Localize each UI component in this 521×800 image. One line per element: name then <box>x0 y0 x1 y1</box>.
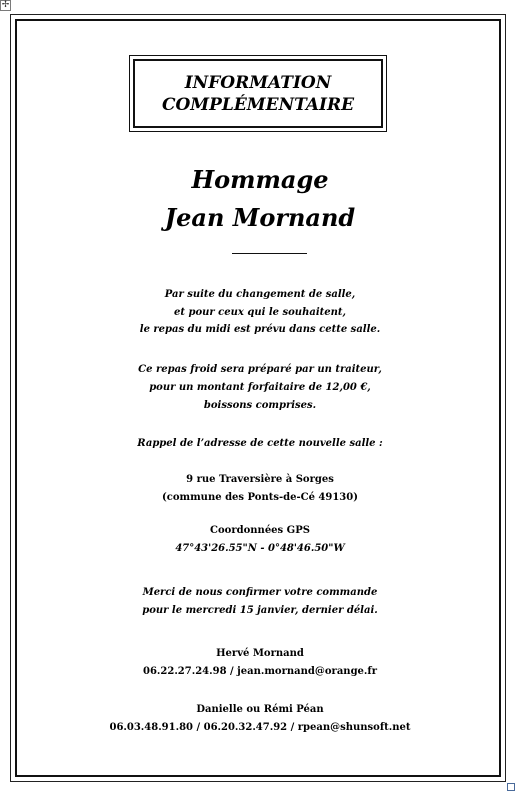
info-header-line-1: INFORMATION <box>184 72 332 93</box>
contact1-name: Hervé Mornand <box>216 648 304 659</box>
paragraph1-line-3: le repas du midi est prévu dans cette salle. <box>139 324 381 335</box>
contact2-name: Danielle ou Rémi Péan <box>196 704 324 715</box>
gps-value: 47°43'26.55"N - 0°48'46.50"W <box>175 543 345 554</box>
info-header-box-inner <box>133 59 383 128</box>
table-resize-handle-icon[interactable] <box>507 783 515 791</box>
confirm-line-1: Merci de nous confirmer votre commande <box>142 587 378 598</box>
paragraph2-line-2: pour un montant forfaitaire de 12,00 €, <box>149 382 371 393</box>
title-line-1: Hommage <box>191 165 329 194</box>
address-street: 9 rue Traversière à Sorges <box>186 474 334 485</box>
title-divider <box>232 253 307 254</box>
paragraph2-line-3: boissons comprises. <box>203 400 317 411</box>
confirm-line-2: pour le mercredi 15 janvier, dernier délai. <box>142 605 378 616</box>
contact1-details: 06.22.27.24.98 / jean.mornand@orange.fr <box>143 666 377 677</box>
table-move-handle-icon[interactable]: ✢ <box>1 0 10 10</box>
info-header-line-2: COMPLÉMENTAIRE <box>161 94 355 115</box>
gps-label: Coordonnées GPS <box>210 525 310 536</box>
title-line-2: Jean Mornand <box>164 203 356 232</box>
paragraph1-line-1: Par suite du changement de salle, <box>164 289 356 300</box>
address-intro: Rappel de l’adresse de cette nouvelle salle : <box>137 438 383 449</box>
paragraph2-line-1: Ce repas froid sera préparé par un traiteur, <box>138 364 382 375</box>
info-header-box <box>129 55 387 132</box>
paragraph1-line-2: et pour ceux qui le souhaitent, <box>174 307 346 318</box>
contact2-details: 06.03.48.91.80 / 06.20.32.47.92 / rpean@shunsoft.net <box>109 722 411 733</box>
address-commune: (commune des Ponts-de-Cé 49130) <box>162 492 358 503</box>
